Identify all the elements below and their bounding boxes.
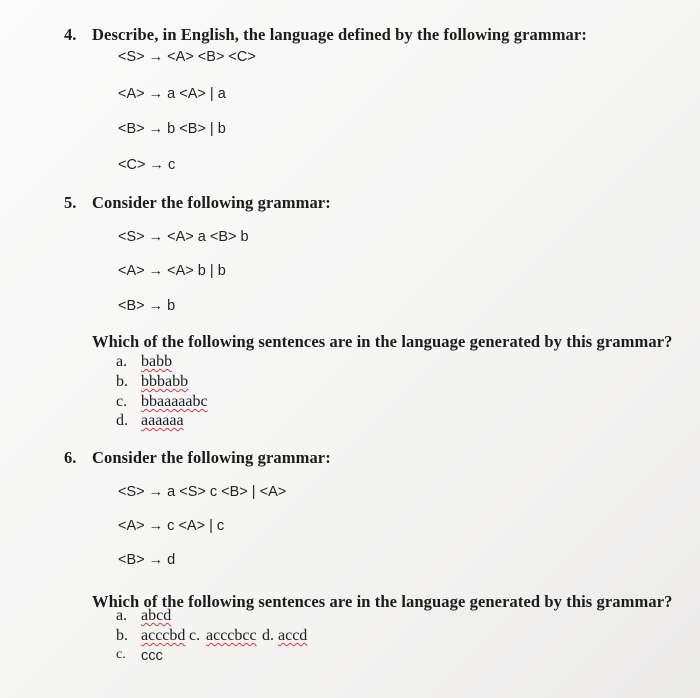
q6-option-b-letter: b. bbox=[116, 627, 128, 644]
q5-option-a-text: babb bbox=[141, 353, 173, 370]
q6-question: Which of the following sentences are in the language generated by this grammar? bbox=[92, 592, 673, 611]
q5-question: Which of the following sentences are in the language generated by this grammar? bbox=[92, 332, 673, 351]
q6-text: Consider the following grammar: bbox=[92, 448, 331, 467]
q6-option-d-inline-letter: d. bbox=[262, 627, 274, 644]
q5-option-a-letter: a. bbox=[116, 353, 128, 370]
q6-option-d-inline-text: accd bbox=[278, 627, 308, 644]
q5-option-d-letter: d. bbox=[116, 412, 128, 429]
q6-option-a-letter: a. bbox=[116, 607, 128, 624]
q5-option-b-letter: b. bbox=[116, 373, 128, 390]
q6-option-c-text: ccc bbox=[141, 648, 163, 664]
q6-rule-1: <S> → a <S> c <B> | <A> bbox=[118, 484, 287, 500]
q6-option-c-inline-letter: c. bbox=[189, 627, 201, 644]
q5-rule-2: <A> → <A> b | b bbox=[118, 263, 226, 279]
q6-option-c-inline-text: acccbcc bbox=[206, 627, 257, 644]
q6-rule-3: <B> → d bbox=[118, 552, 176, 568]
q5-option-c-letter: c. bbox=[116, 393, 128, 410]
q6-rule-2: <A> → c <A> | c bbox=[118, 518, 225, 534]
q5-option-b-text: bbbabb bbox=[141, 373, 189, 390]
q4-rule-4: <C> → c bbox=[118, 157, 176, 173]
q4-number: 4. bbox=[64, 25, 77, 44]
q4-rule-1: <S> → <A> <B> <C> bbox=[118, 49, 256, 65]
q5-option-d-text: aaaaaa bbox=[141, 412, 184, 429]
q5-text: Consider the following grammar: bbox=[92, 193, 331, 212]
q5-number: 5. bbox=[64, 193, 77, 212]
q6-number: 6. bbox=[64, 448, 77, 467]
q6-option-a-text: abcd bbox=[141, 607, 172, 624]
q6-option-b-text: acccbd bbox=[141, 627, 186, 644]
q4-text: Describe, in English, the language defined by the following grammar: bbox=[92, 25, 587, 44]
q5-option-c-text: bbaaaaabc bbox=[141, 393, 208, 410]
q4-rule-3: <B> → b <B> | b bbox=[118, 121, 226, 137]
q5-rule-3: <B> → b bbox=[118, 298, 176, 314]
q6-option-c-letter: c. bbox=[116, 647, 126, 662]
q4-rule-2: <A> → a <A> | a bbox=[118, 86, 226, 102]
q5-rule-1: <S> → <A> a <B> b bbox=[118, 229, 249, 245]
